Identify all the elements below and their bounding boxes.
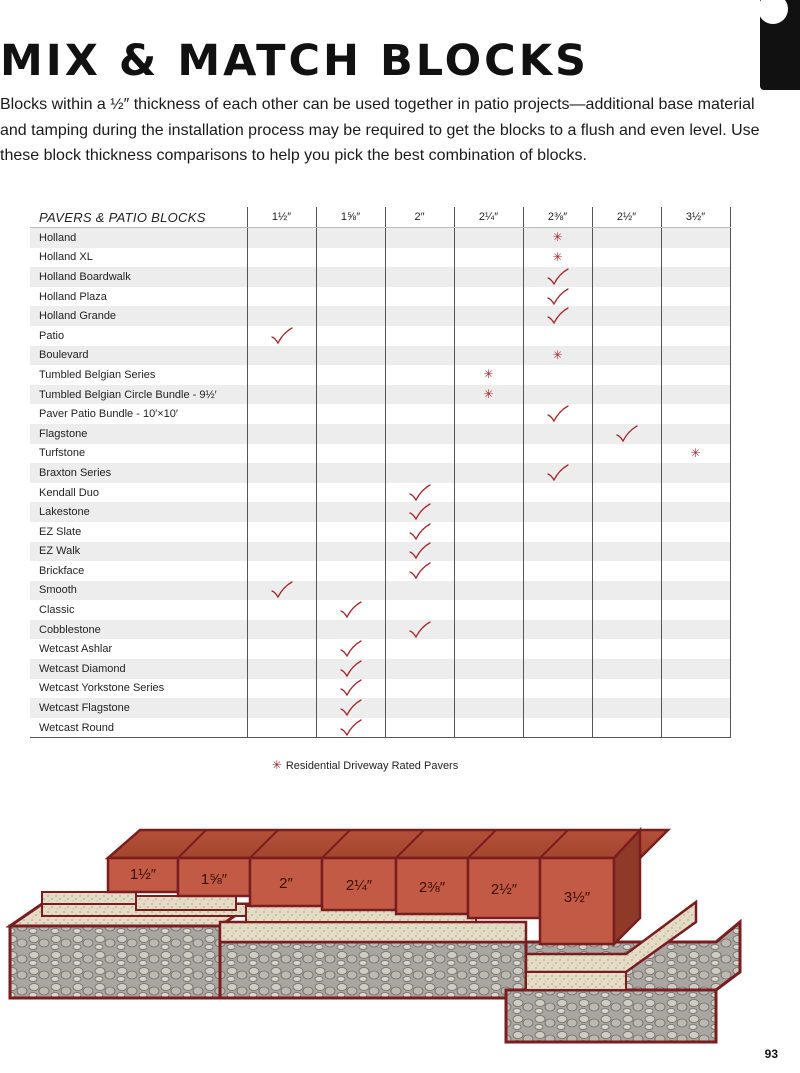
thickness-cell — [247, 463, 316, 483]
thickness-cell — [247, 365, 316, 385]
thickness-cell — [385, 463, 454, 483]
thickness-cell — [592, 424, 661, 444]
thickness-cell — [316, 502, 385, 522]
product-name: Kendall Duo — [39, 486, 99, 499]
thickness-cell — [592, 346, 661, 366]
thickness-cell — [247, 561, 316, 581]
thickness-cell — [247, 639, 316, 659]
thickness-cell — [661, 483, 730, 503]
product-name: Wetcast Diamond — [30, 659, 247, 679]
thickness-cell — [385, 502, 454, 522]
table-row — [30, 404, 730, 424]
thickness-cell — [316, 620, 385, 640]
thickness-cell — [661, 444, 730, 464]
thickness-cell — [661, 326, 730, 346]
thickness-cell — [661, 639, 730, 659]
product-name: Classic — [39, 604, 75, 617]
thickness-cell — [316, 659, 385, 679]
table-row — [30, 444, 730, 464]
block-label: 1⅝″ — [200, 871, 228, 888]
thickness-cell — [454, 581, 523, 601]
thickness-cell — [385, 718, 454, 738]
thickness-cell — [454, 718, 523, 738]
thickness-cell — [316, 306, 385, 326]
thickness-cell — [523, 542, 592, 562]
thickness-cell — [661, 600, 730, 620]
product-name: Tumbled Belgian Circle Bundle - 9½′ — [30, 385, 247, 405]
thickness-cell — [316, 248, 385, 268]
table-row — [30, 287, 730, 307]
table-row — [30, 248, 730, 268]
thickness-cell — [316, 404, 385, 424]
thickness-cell — [523, 444, 592, 464]
thickness-cell — [523, 326, 592, 346]
thickness-cell — [592, 365, 661, 385]
thickness-cell — [247, 581, 316, 601]
thickness-cell — [523, 561, 592, 581]
check-icon — [408, 621, 432, 639]
thickness-cell — [316, 581, 385, 601]
thickness-cell — [523, 659, 592, 679]
thickness-cell — [385, 620, 454, 640]
table-row — [30, 639, 730, 659]
table-row — [30, 424, 730, 444]
thickness-cell — [592, 581, 661, 601]
thickness-cell — [454, 679, 523, 699]
thickness-cell — [523, 698, 592, 718]
column-header: 1⅝″ — [316, 207, 385, 228]
thickness-cell — [523, 522, 592, 542]
thickness-cell — [592, 463, 661, 483]
thickness-cell — [523, 502, 592, 522]
thickness-cell — [454, 659, 523, 679]
thickness-cell — [661, 561, 730, 581]
thickness-cell — [592, 639, 661, 659]
thickness-cell — [247, 228, 316, 248]
thickness-cell — [592, 483, 661, 503]
thickness-cell — [385, 365, 454, 385]
product-name: Smooth — [30, 581, 247, 601]
thickness-cell — [454, 561, 523, 581]
table-row — [30, 463, 730, 483]
thickness-cell — [454, 542, 523, 562]
thickness-cell — [385, 698, 454, 718]
table-header-label: PAVERS & PATIO BLOCKS — [30, 207, 247, 228]
table-row — [30, 306, 730, 326]
product-name: Patio — [39, 329, 65, 342]
check-icon — [408, 542, 432, 560]
paver-thickness-table — [30, 207, 731, 738]
table-row — [30, 620, 730, 640]
thickness-cell — [454, 463, 523, 483]
thickness-cell — [316, 698, 385, 718]
thickness-cell — [592, 404, 661, 424]
thickness-cell — [592, 306, 661, 326]
thickness-cell — [592, 542, 661, 562]
table-row — [30, 267, 730, 287]
block-label: 3½″ — [563, 889, 591, 906]
table-row — [30, 365, 730, 385]
thickness-cell — [385, 346, 454, 366]
table-body — [30, 228, 730, 738]
thickness-cell — [454, 346, 523, 366]
thickness-cell — [385, 561, 454, 581]
thickness-cell — [247, 522, 316, 542]
page-title: MIX & MATCH BLOCKS — [0, 36, 590, 86]
thickness-cell — [661, 581, 730, 601]
check-icon — [615, 425, 639, 443]
table-row — [30, 326, 730, 346]
asterisk-icon: ✳ — [483, 387, 494, 402]
check-icon — [408, 484, 432, 502]
asterisk-icon: ✳ — [552, 230, 563, 245]
thickness-cell — [523, 404, 592, 424]
block-thickness-diagram — [6, 822, 746, 1047]
thickness-cell — [316, 718, 385, 738]
product-name: Paver Patio Bundle - 10′×10′ — [39, 408, 178, 421]
thickness-cell — [454, 483, 523, 503]
thickness-cell — [592, 326, 661, 346]
thickness-cell — [592, 444, 661, 464]
thickness-cell — [592, 600, 661, 620]
thickness-cell — [661, 542, 730, 562]
product-name: Boulevard — [30, 346, 247, 366]
thickness-cell — [454, 385, 523, 405]
product-name: Cobblestone — [30, 620, 247, 640]
thickness-cell — [316, 600, 385, 620]
product-name: Tumbled Belgian Series — [39, 368, 156, 381]
check-icon — [339, 660, 363, 678]
thickness-cell — [385, 228, 454, 248]
thickness-cell — [385, 424, 454, 444]
thickness-cell — [592, 228, 661, 248]
thickness-cell — [316, 287, 385, 307]
thickness-cell — [316, 326, 385, 346]
check-icon — [270, 581, 294, 599]
thickness-cell — [385, 385, 454, 405]
thickness-cell — [661, 287, 730, 307]
thickness-cell — [454, 444, 523, 464]
thickness-cell — [661, 718, 730, 738]
thickness-cell — [247, 287, 316, 307]
thickness-cell — [385, 444, 454, 464]
check-icon — [339, 601, 363, 619]
thickness-cell — [523, 365, 592, 385]
check-icon — [546, 288, 570, 306]
thickness-cell — [385, 248, 454, 268]
thickness-cell — [247, 542, 316, 562]
thickness-cell — [385, 287, 454, 307]
thickness-cell — [454, 306, 523, 326]
thickness-cell — [592, 659, 661, 679]
table-row — [30, 679, 730, 699]
block-label: 1½″ — [129, 866, 157, 883]
block-label: 2⅜″ — [418, 879, 446, 896]
thickness-cell — [316, 679, 385, 699]
thickness-cell — [316, 346, 385, 366]
table-row — [30, 718, 730, 738]
paver-thickness-table-wrapper — [30, 207, 731, 738]
table-row — [30, 385, 730, 405]
thickness-cell — [454, 248, 523, 268]
column-header: 2¼″ — [454, 207, 523, 228]
thickness-cell — [247, 659, 316, 679]
thickness-cell — [523, 600, 592, 620]
product-name: EZ Walk — [30, 542, 247, 562]
thickness-cell — [523, 718, 592, 738]
thickness-cell — [247, 424, 316, 444]
asterisk-icon: ✳ — [552, 249, 563, 264]
thickness-cell — [247, 346, 316, 366]
thickness-cell — [454, 502, 523, 522]
thickness-cell — [316, 542, 385, 562]
thickness-cell — [661, 404, 730, 424]
table-row — [30, 346, 730, 366]
thickness-cell — [385, 679, 454, 699]
thickness-cell — [661, 620, 730, 640]
table-row — [30, 581, 730, 601]
check-icon — [339, 699, 363, 717]
thickness-cell — [454, 287, 523, 307]
thickness-cell — [661, 248, 730, 268]
thickness-cell — [385, 581, 454, 601]
thickness-cell — [247, 718, 316, 738]
column-header: 2½″ — [592, 207, 661, 228]
table-row — [30, 522, 730, 542]
column-header: 3½″ — [661, 207, 730, 228]
thickness-cell — [523, 267, 592, 287]
table-row — [30, 698, 730, 718]
check-icon — [546, 307, 570, 325]
product-name: Holland Grande — [30, 306, 247, 326]
check-icon — [546, 268, 570, 286]
block-thickness-illustration — [6, 822, 746, 1052]
block-label: 2½″ — [490, 881, 518, 898]
thickness-cell — [523, 346, 592, 366]
asterisk-icon: ✳ — [483, 367, 494, 382]
thickness-cell — [661, 502, 730, 522]
thickness-cell — [316, 483, 385, 503]
thickness-cell — [592, 502, 661, 522]
thickness-cell — [385, 659, 454, 679]
thickness-cell — [523, 679, 592, 699]
thickness-cell — [385, 267, 454, 287]
thickness-cell — [316, 561, 385, 581]
thickness-cell — [454, 424, 523, 444]
thickness-cell — [316, 228, 385, 248]
thickness-cell — [385, 639, 454, 659]
thickness-cell — [661, 522, 730, 542]
product-name: Braxton Series — [30, 463, 247, 483]
check-icon — [339, 679, 363, 697]
product-name: EZ Slate — [39, 525, 82, 538]
thickness-cell — [247, 267, 316, 287]
table-row — [30, 600, 730, 620]
block-label: 2″ — [279, 875, 293, 892]
table-row — [30, 228, 730, 248]
thickness-cell — [454, 698, 523, 718]
thickness-cell — [592, 698, 661, 718]
product-name: Wetcast Ashlar — [39, 643, 113, 656]
thickness-cell — [454, 620, 523, 640]
thickness-cell — [316, 444, 385, 464]
table-header-row — [30, 207, 730, 228]
thickness-cell — [247, 306, 316, 326]
page-number: 93 — [764, 1047, 778, 1061]
table-row — [30, 483, 730, 503]
thickness-cell — [523, 248, 592, 268]
thickness-cell — [454, 267, 523, 287]
thickness-cell — [316, 385, 385, 405]
thickness-cell — [454, 639, 523, 659]
thickness-cell — [454, 365, 523, 385]
column-header: 1½″ — [247, 207, 316, 228]
product-name: Turfstone — [39, 447, 86, 460]
thickness-cell — [523, 228, 592, 248]
thickness-cell — [592, 522, 661, 542]
asterisk-icon: ✳ — [690, 445, 701, 460]
thickness-cell — [661, 463, 730, 483]
thickness-cell — [523, 424, 592, 444]
thickness-cell — [316, 522, 385, 542]
thickness-cell — [385, 326, 454, 346]
thickness-cell — [247, 679, 316, 699]
thickness-cell — [592, 248, 661, 268]
check-icon — [546, 405, 570, 423]
thickness-cell — [247, 444, 316, 464]
thickness-cell — [247, 698, 316, 718]
product-name: Holland — [30, 228, 247, 248]
table-row — [30, 561, 730, 581]
thickness-cell — [247, 483, 316, 503]
check-icon — [270, 327, 294, 345]
check-icon — [339, 719, 363, 737]
thickness-cell — [523, 483, 592, 503]
thickness-cell — [247, 620, 316, 640]
thickness-cell — [523, 385, 592, 405]
legend — [0, 759, 730, 772]
thickness-cell — [661, 346, 730, 366]
product-name: Holland Boardwalk — [30, 267, 247, 287]
thickness-cell — [661, 698, 730, 718]
column-header: 2⅜″ — [523, 207, 592, 228]
intro-paragraph: Blocks within a ½″ thickness of each other can be used together in patio projects—additional base material and tamping during the installation process may be required to get the blocks to a flush and even level. Use these block thickness comparisons to help you pick the best combination of blocks. — [0, 96, 760, 164]
thickness-cell — [523, 306, 592, 326]
thickness-cell — [592, 385, 661, 405]
thickness-cell — [454, 228, 523, 248]
thickness-cell — [247, 502, 316, 522]
thickness-cell — [661, 306, 730, 326]
thickness-cell — [523, 581, 592, 601]
thickness-cell — [592, 620, 661, 640]
asterisk-icon: ✳ — [271, 758, 282, 772]
thickness-cell — [592, 267, 661, 287]
check-icon — [339, 640, 363, 658]
product-name: Lakestone — [30, 502, 247, 522]
corner-tab — [760, 0, 800, 90]
thickness-cell — [247, 326, 316, 346]
thickness-cell — [385, 306, 454, 326]
check-icon — [408, 523, 432, 541]
thickness-cell — [385, 600, 454, 620]
thickness-cell — [661, 365, 730, 385]
thickness-cell — [523, 639, 592, 659]
thickness-cell — [592, 561, 661, 581]
thickness-cell — [661, 679, 730, 699]
thickness-cell — [454, 600, 523, 620]
check-icon — [546, 464, 570, 482]
product-name: Brickface — [39, 564, 85, 577]
thickness-cell — [316, 365, 385, 385]
thickness-cell — [592, 287, 661, 307]
thickness-cell — [385, 483, 454, 503]
thickness-cell — [592, 718, 661, 738]
thickness-cell — [247, 404, 316, 424]
thickness-cell — [661, 228, 730, 248]
block-label: 2¼″ — [345, 877, 373, 894]
product-name: Holland XL — [39, 251, 93, 264]
thickness-cell — [661, 267, 730, 287]
thickness-cell — [385, 522, 454, 542]
thickness-cell — [247, 600, 316, 620]
product-name: Flagstone — [30, 424, 247, 444]
thickness-cell — [661, 424, 730, 444]
thickness-cell — [454, 522, 523, 542]
product-name: Holland Plaza — [39, 290, 107, 303]
product-name: Wetcast Round — [30, 718, 247, 738]
table-row — [30, 542, 730, 562]
thickness-cell — [523, 287, 592, 307]
table-row — [30, 502, 730, 522]
thickness-cell — [316, 267, 385, 287]
table-row — [30, 659, 730, 679]
product-name: Wetcast Flagstone — [30, 698, 247, 718]
thickness-cell — [385, 404, 454, 424]
check-icon — [408, 503, 432, 521]
column-header: 2″ — [385, 207, 454, 228]
thickness-cell — [661, 385, 730, 405]
thickness-cell — [661, 659, 730, 679]
thickness-cell — [247, 248, 316, 268]
thickness-cell — [247, 385, 316, 405]
thickness-cell — [523, 463, 592, 483]
thickness-cell — [454, 404, 523, 424]
thickness-cell — [523, 620, 592, 640]
asterisk-icon: ✳ — [552, 347, 563, 362]
thickness-cell — [316, 639, 385, 659]
thickness-cell — [316, 463, 385, 483]
thickness-cell — [385, 542, 454, 562]
thickness-cell — [592, 679, 661, 699]
thickness-cell — [316, 424, 385, 444]
check-icon — [408, 562, 432, 580]
thickness-cell — [454, 326, 523, 346]
product-name: Wetcast Yorkstone Series — [39, 682, 165, 695]
legend-text: Residential Driveway Rated Pavers — [285, 760, 459, 772]
